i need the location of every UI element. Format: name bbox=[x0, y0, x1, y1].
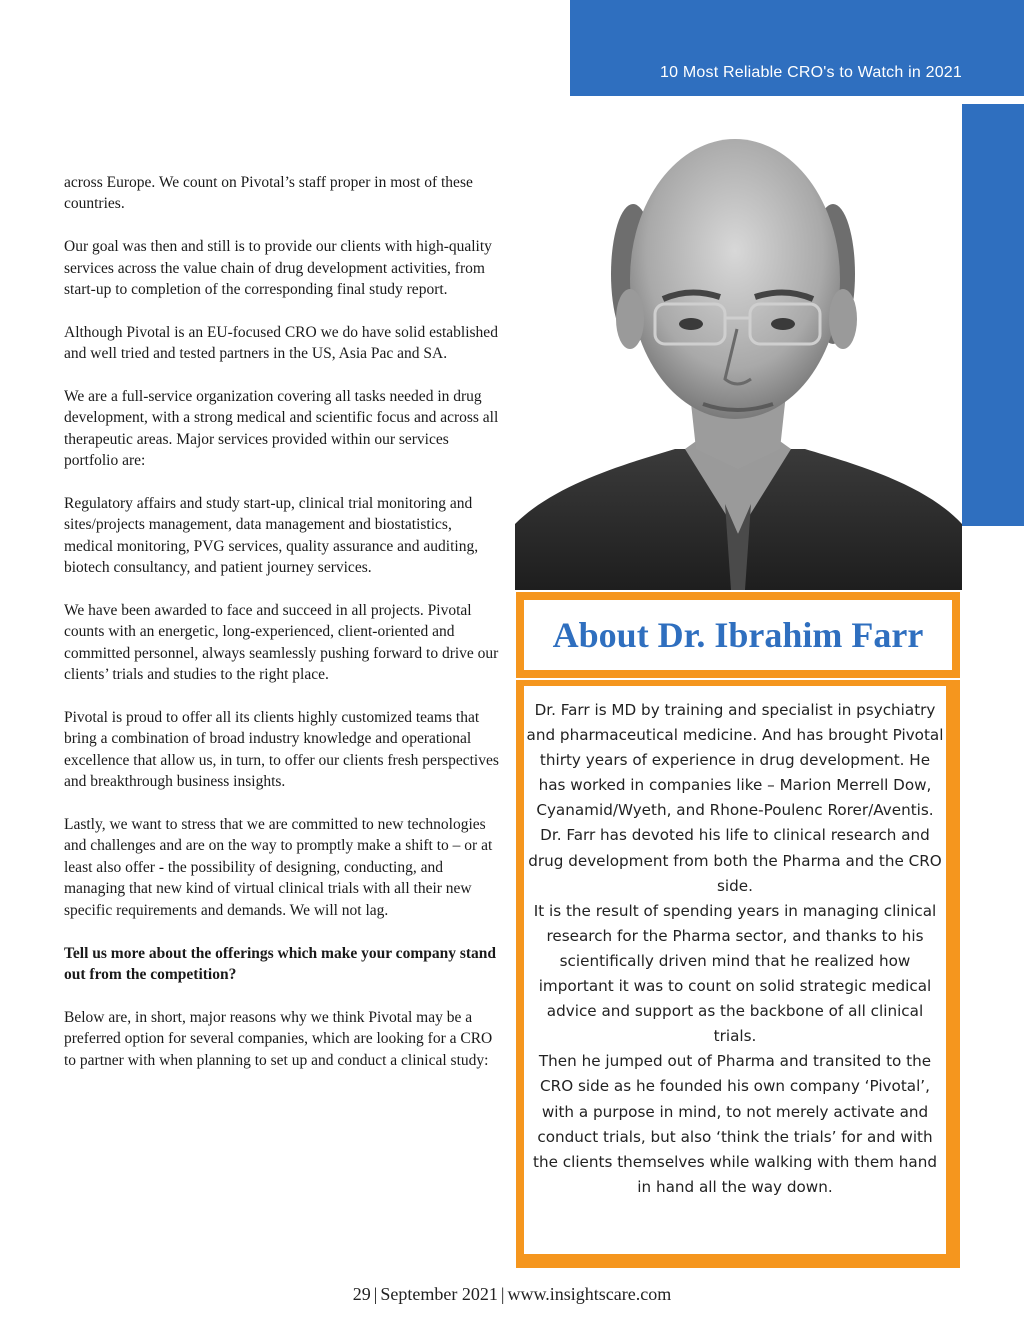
about-title-frame bbox=[516, 592, 960, 678]
issue-date: September 2021 bbox=[380, 1284, 498, 1304]
article-paragraph: Although Pivotal is an EU-focused CRO we do have solid established and well tried and tested partners in the US, Asia Pac and SA. bbox=[64, 323, 498, 363]
portrait-illustration bbox=[515, 104, 962, 590]
about-paragraph: It is the result of spending years in managing clinical research for the Pharma sector, and thanks to his scientifically driven mind that he realized how important it was to count on solid strategic medical advice and support as the backbone of all clinical trials. bbox=[533, 901, 937, 1046]
side-accent-bar bbox=[962, 104, 1024, 526]
article-paragraph: Our goal was then and still is to provide our clients with high-quality services across the value chain of drug development activities, from start-up to completion of the corresponding final study report. bbox=[64, 238, 492, 299]
about-title: About Dr. Ibrahim Farr bbox=[552, 615, 924, 655]
page-footer: 29 | September 2021 | www.insightscare.com bbox=[352, 1284, 672, 1304]
about-body bbox=[524, 686, 946, 1254]
article-paragraph: Lastly, we want to stress that we are committed to new technologies and challenges and are on the way to promptly make a shift to – or at least also offer - the possibility of designing, conducting, and managing that new kind of virtual clinical trials with all their new specific requirements and demands. We will not lag. bbox=[64, 816, 493, 919]
about-paragraph: Then he jumped out of Pharma and transited to the CRO side as he founded his own company ‘Pivotal’, with a purpose in mind, to not merely activate and conduct trials, but also ‘think the trials’ for and with the clients themselves while walking with them hand in hand all the way down. bbox=[533, 1052, 937, 1196]
portrait-photo bbox=[515, 104, 962, 590]
article-column bbox=[64, 172, 500, 1092]
interview-question: Tell us more about the offerings which make your company stand out from the competition? bbox=[64, 944, 497, 983]
article-paragraph: Pivotal is proud to offer all its clients highly customized teams that bring a combination of broad industry knowledge and operational excellence that allow us, in turn, to offer our clients fresh perspectives and breakthrough business insights. bbox=[64, 709, 499, 791]
header-bar bbox=[570, 0, 1024, 96]
header-title: 10 Most Reliable CRO's to Watch in 2021 bbox=[660, 64, 962, 81]
website-link[interactable]: www.insightscare.com bbox=[507, 1284, 672, 1304]
about-paragraph: Dr. Farr is MD by training and specialist in psychiatry and pharmaceutical medicine. And has brought Pivotal thirty years of experience in drug development. He has worked in companies like – Marion Merrell Dow, Cyanamid/Wyeth, and Rhone-Poulenc Rorer/Aventis. bbox=[526, 701, 944, 820]
about-paragraph: Dr. Farr has devoted his life to clinical research and drug development from both the Pharma and the CRO side. bbox=[528, 826, 942, 895]
page-number: 29 bbox=[352, 1284, 371, 1304]
article-paragraph: across Europe. We count on Pivotal’s staff proper in most of these countries. bbox=[64, 174, 473, 213]
article-paragraph: We are a full-service organization covering all tasks needed in drug development, with a strong medical and scientific focus and across all therapeutic areas. Major services provided within our services portfolio are: bbox=[64, 388, 499, 470]
interview-answer: Below are, in short, major reasons why we think Pivotal may be a preferred option for several companies, which are looking for a CRO to partner with when planning to set up and conduct a clinical study: bbox=[64, 1008, 493, 1069]
article-paragraph: We have been awarded to face and succeed in all projects. Pivotal counts with an energetic, long-experienced, client-oriented and committed personnel, always seamlessly pushing forward to drive our clients’ trials and studies to the right place. bbox=[64, 602, 499, 684]
article-paragraph: Regulatory affairs and study start-up, clinical trial monitoring and sites/projects management, data management and biostatistics, medical monitoring, PVG services, quality assurance and auditing, biotech consultancy, and patient journey services. bbox=[64, 495, 479, 577]
about-body-frame bbox=[516, 680, 960, 1268]
